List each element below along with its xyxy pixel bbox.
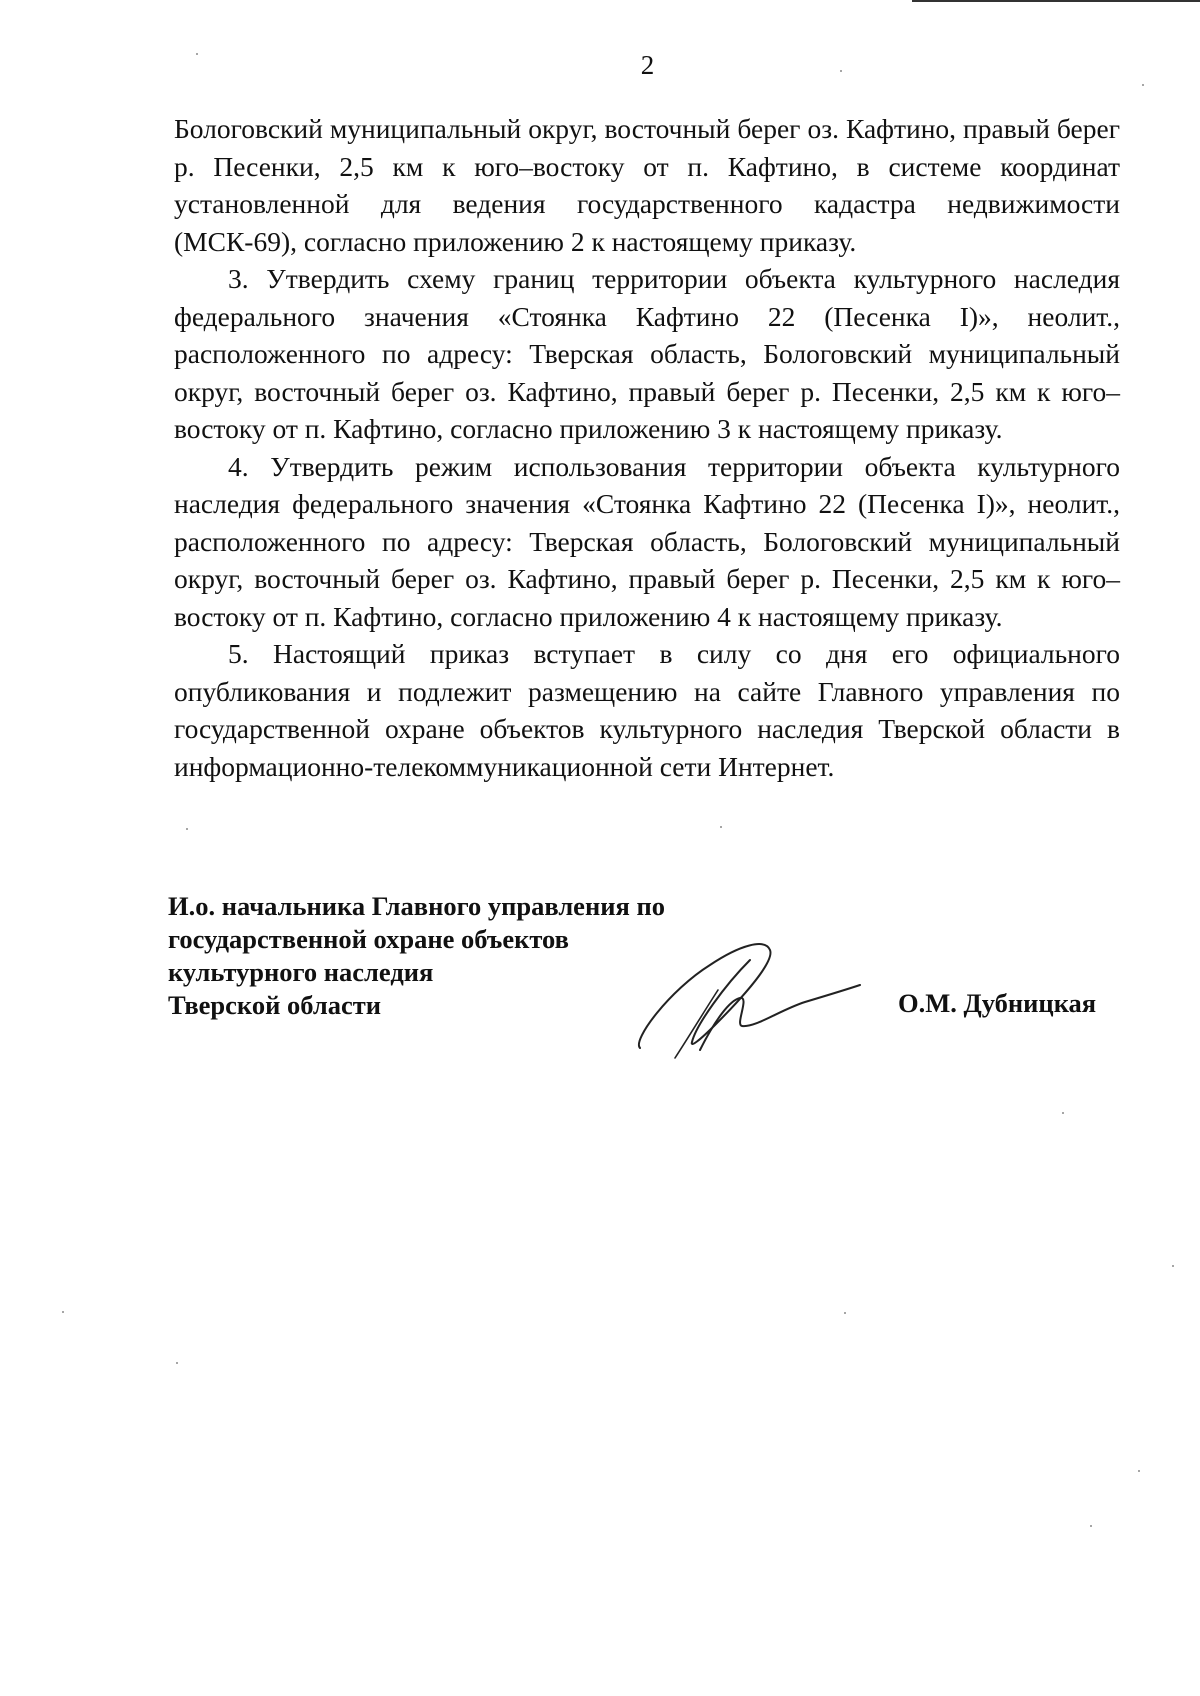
scan-speck — [186, 828, 188, 830]
paragraph-item-4: 4. Утвердить режим использования территории объекта культурного наследия федерального значения «Стоянка Кафтино 22 (Песенка I)», неолит., расположенного по адресу: Тверская область, Бологовский муниципальный округ, восточный берег оз. Кафтино, правый берег р. Песенки, 2,5 км к юго–востоку от п. Кафтино, согласно приложению 4 к настоящему приказу. — [174, 450, 1120, 632]
paragraph-continuation: Бологовский муниципальный округ, восточный берег оз. Кафтино, правый берег р. Песенки, 2,5 км к юго–востоку от п. Кафтино, в системе координат установленной для ведения государственного кадастра недвижимости (МСК-69), согласно приложению 2 к настоящему приказу. — [174, 113, 1120, 257]
scan-speck — [840, 70, 842, 72]
signatory-position-line: И.о. начальника Главного управления по — [168, 891, 665, 921]
scan-speck — [1062, 1112, 1064, 1114]
scan-speck — [1142, 84, 1144, 86]
scan-speck — [1138, 1470, 1140, 1472]
scan-speck — [196, 53, 198, 55]
paragraph-item-3: 3. Утвердить схему границ территории объекта культурного наследия федерального значения «Стоянка Кафтино 22 (Песенка I)», неолит., расположенного по адресу: Тверская область, Бологовский муниципальный округ, восточный берег оз. Кафтино, правый берег р. Песенки, 2,5 км к юго–востоку от п. Кафтино, согласно приложению 3 к настоящему приказу. — [174, 263, 1120, 444]
signatory-position-line: Тверской области — [168, 990, 381, 1020]
scan-edge-line — [912, 0, 1200, 2]
signatory-position-line: культурного наследия — [168, 957, 434, 987]
scan-speck — [1172, 1265, 1174, 1267]
signatory-position — [168, 890, 665, 1022]
page-number: 2 — [640, 50, 655, 80]
signatory-position-line: государственной охране объектов — [168, 924, 569, 954]
signatory-name: О.М. Дубницкая — [898, 988, 1097, 1018]
scan-speck — [844, 1312, 846, 1314]
scan-speck — [720, 826, 722, 828]
scan-speck — [176, 1362, 178, 1364]
document-body — [174, 110, 1120, 785]
handwritten-signature — [630, 930, 870, 1060]
scan-speck — [1090, 1525, 1092, 1527]
scan-speck — [62, 1311, 64, 1313]
paragraph-item-5: 5. Настоящий приказ вступает в силу со дня его официального опубликования и подлежит размещению на сайте Главного управления по государственной охране объектов культурного наследия Тверской области в информационно-телекоммуникационной сети Интернет. — [174, 638, 1120, 782]
